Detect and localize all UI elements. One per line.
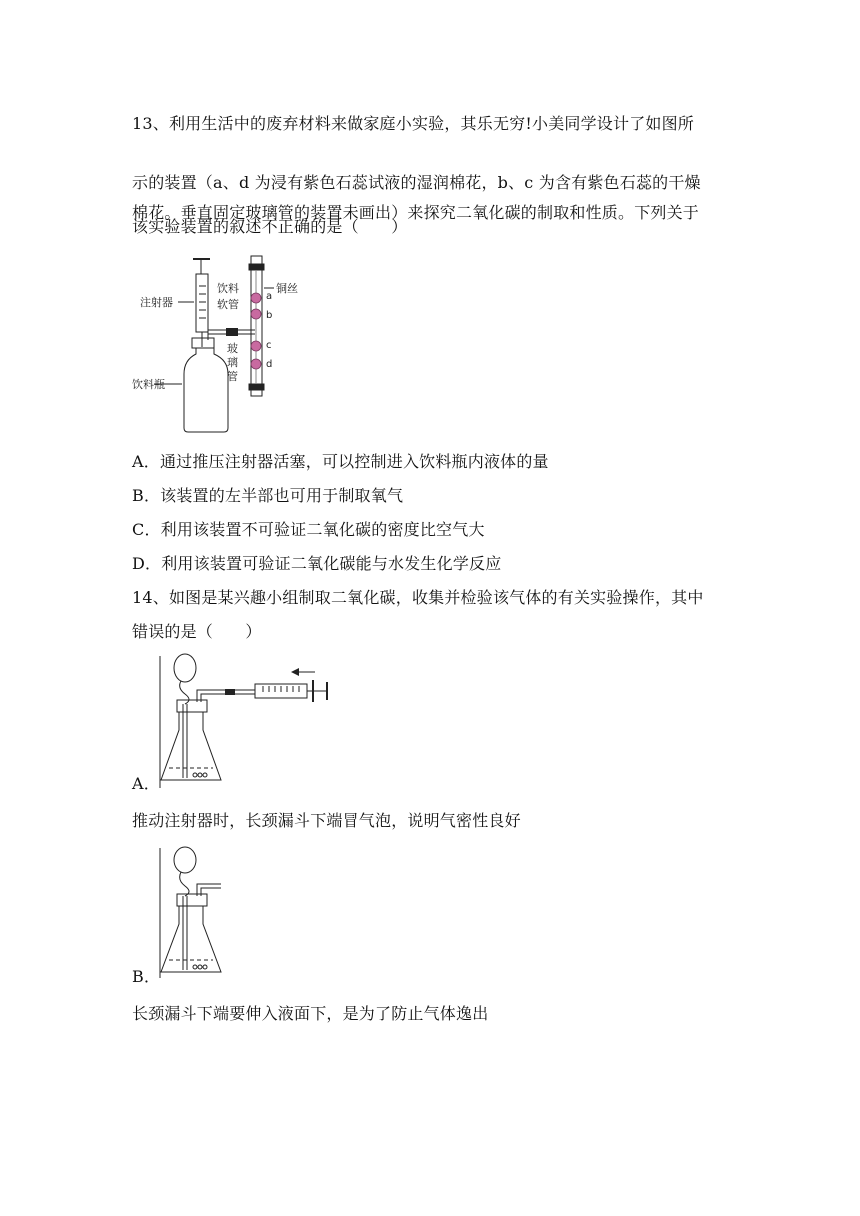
- q14-stem-line-2: 错误的是（ ）: [132, 622, 262, 641]
- q13-option-a: A．通过推压注射器活塞，可以控制进入饮料瓶内液体的量: [132, 452, 549, 471]
- tube-connector-icon: [226, 328, 238, 336]
- label-d: d: [266, 359, 273, 370]
- q13-stem-line-1: 13、利用生活中的废弃材料来做家庭小实验，其乐无穷!小美同学设计了如图所: [132, 114, 694, 133]
- tube-connector-icon: [225, 689, 235, 695]
- q13-option-c: C．利用该装置不可验证二氧化碳的密度比空气大: [132, 520, 485, 539]
- q13-stem-line-2: 示的装置（a、d 为浸有紫色石蕊试液的湿润棉花，b、c 为含有紫色石蕊的干燥: [132, 173, 701, 192]
- label-b: b: [266, 310, 273, 321]
- q13-option-d: D．利用该装置可验证二氧化碳能与水发生化学反应: [132, 554, 502, 573]
- syringe-label: 注射器: [140, 296, 173, 309]
- glass-tube-label-3: 管: [227, 370, 238, 383]
- glass-tube-label-1: 玻: [227, 342, 238, 355]
- q13-stem-line-4: 该实验装置的叙述不正确的是（ ）: [132, 217, 408, 236]
- cotton-ball-c-icon: [251, 341, 261, 351]
- q14-figure-a: [155, 650, 345, 790]
- bottle-label: 饮料瓶: [132, 378, 165, 391]
- q13-option-b: B．该装置的左半部也可用于制取氧气: [132, 486, 404, 505]
- cotton-ball-a-icon: [251, 293, 261, 303]
- cotton-ball-b-icon: [251, 309, 261, 319]
- cotton-ball-d-icon: [251, 359, 261, 369]
- q14-option-a-text: 推动注射器时，长颈漏斗下端冒气泡，说明气密性良好: [132, 811, 521, 830]
- q14-stem-line-1: 14、如图是某兴趣小组制取二氧化碳，收集并检验该气体的有关实验操作，其中: [132, 588, 704, 607]
- q14-option-b-text: 长颈漏斗下端要伸入液面下，是为了防止气体逸出: [132, 1004, 489, 1023]
- q14-option-b-label: B．: [132, 967, 161, 986]
- label-c: c: [266, 340, 272, 351]
- glass-tube-label-2: 璃: [227, 356, 238, 369]
- q14-figure-b: [155, 844, 245, 984]
- arrow-left-icon: [291, 668, 299, 676]
- q13-stem-line-3: 棉花。垂直固定玻璃管的装置未画出）来探究二氧化碳的制取和性质。下列关于: [132, 203, 700, 222]
- soft-tube-label-2: 软管: [217, 298, 239, 311]
- q14-option-a-label: A．: [132, 774, 160, 793]
- copper-wire-label: 铜丝: [276, 282, 298, 295]
- soft-tube-label-1: 饮料: [217, 282, 239, 295]
- label-a: a: [266, 291, 273, 302]
- q13-apparatus-figure: [132, 252, 310, 402]
